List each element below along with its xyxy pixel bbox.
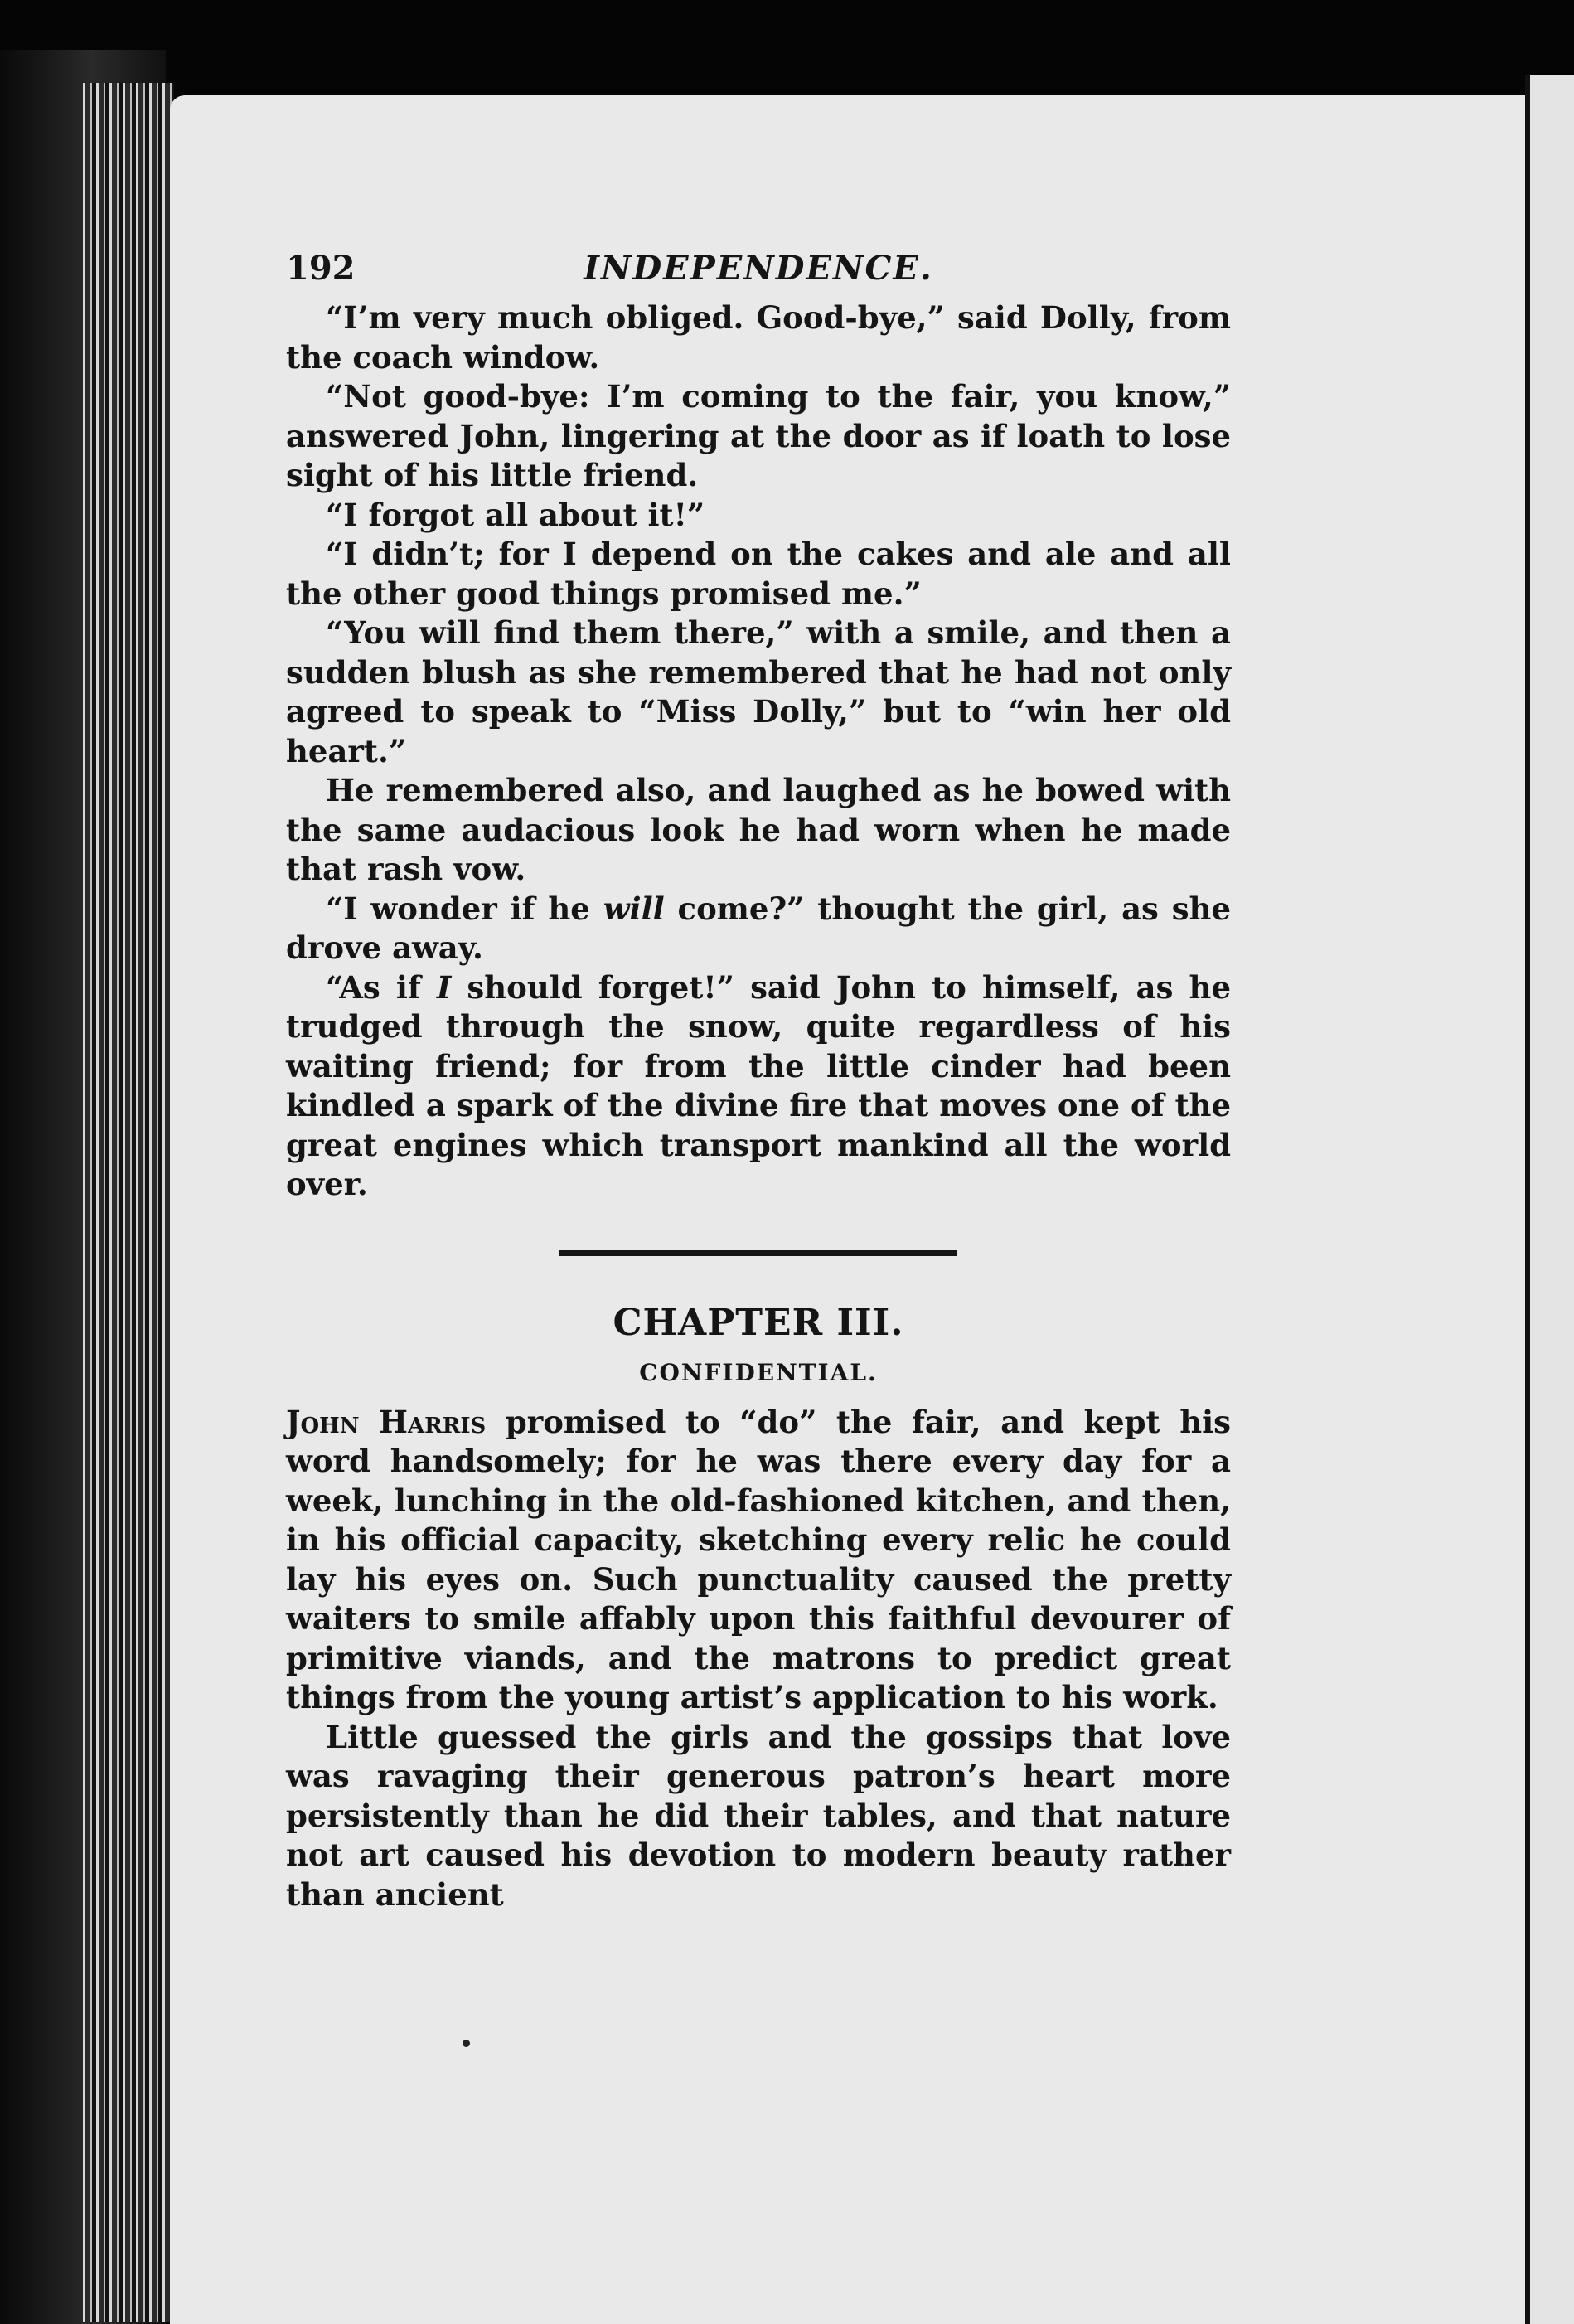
emphasis: will [603,890,665,927]
paragraph: “I didn’t; for I depend on the cakes and ale and all the other good things promised me.” [286,536,1231,612]
page-number: 192 [286,249,356,288]
text-run: “I wonder if he [326,890,603,927]
paragraph [286,890,1231,968]
paragraph: He remembered also, and laughed as he bowed with the same audacious look he had worn when he made that rash vow. [286,772,1231,887]
running-head [286,249,1231,298]
ink-speck [463,2040,470,2047]
chapter-title: CHAPTER III. [613,1301,904,1344]
facing-page-edge [1525,75,1574,2324]
page-edges [83,83,174,2322]
paragraph: “I’m very much obliged. Good-bye,” said Dolly, from the coach window. [286,299,1231,376]
text-run: should forget!” said John to himself, as he trudged through the snow, quite regardless of his waiting friend; for from the little cinder had been kindled a spark of the divine fire that moves one of the great engines which transport mankind all the world over. [286,968,1232,1202]
text-run: come?” thought the girl, as she drove away. [286,890,1231,966]
paragraph: Little guessed the girls and the gossips that love was ravaging their generous patron’s heart more persistently than he did their tables, and that nature not art caused his devotion to modern beauty rather than ancient [286,1718,1231,1913]
paragraph: “You will find them there,” with a smile, and then a sudden blush as she remembered that he had not only agreed to speak to “Miss Dolly,” but to “win her old heart.” [286,614,1231,769]
paragraph: “Not good-bye: I’m coming to the fair, you know,” answered John, lingering at the door as if loath to lose sight of his little friend. [286,378,1231,493]
paragraph: “I forgot all about it!” [326,496,705,533]
text-run: promised to “do” the fair, and kept his word handsomely; for he was there every day for a week, lunching in the old-fashioned kitchen, and then, in his official capacity, sketching every relic he could lay his eyes on. Such punctuality caused the pretty waiters to smile affably upon this faithful devourer of primitive viands, and the matrons to predict great things from the young artist’s application to his work. [286,1403,1231,1715]
running-title: INDEPENDENCE. [584,249,933,288]
emphasis: I [436,968,452,1006]
section-rule [559,1250,957,1256]
paragraph [286,1403,1231,1718]
character-name: John Harris [286,1403,487,1440]
chapter-subtitle: CONFIDENTIAL. [639,1358,878,1386]
text-run: “As if [326,968,437,1006]
paragraph [286,968,1231,1205]
page-text [286,249,1231,1914]
